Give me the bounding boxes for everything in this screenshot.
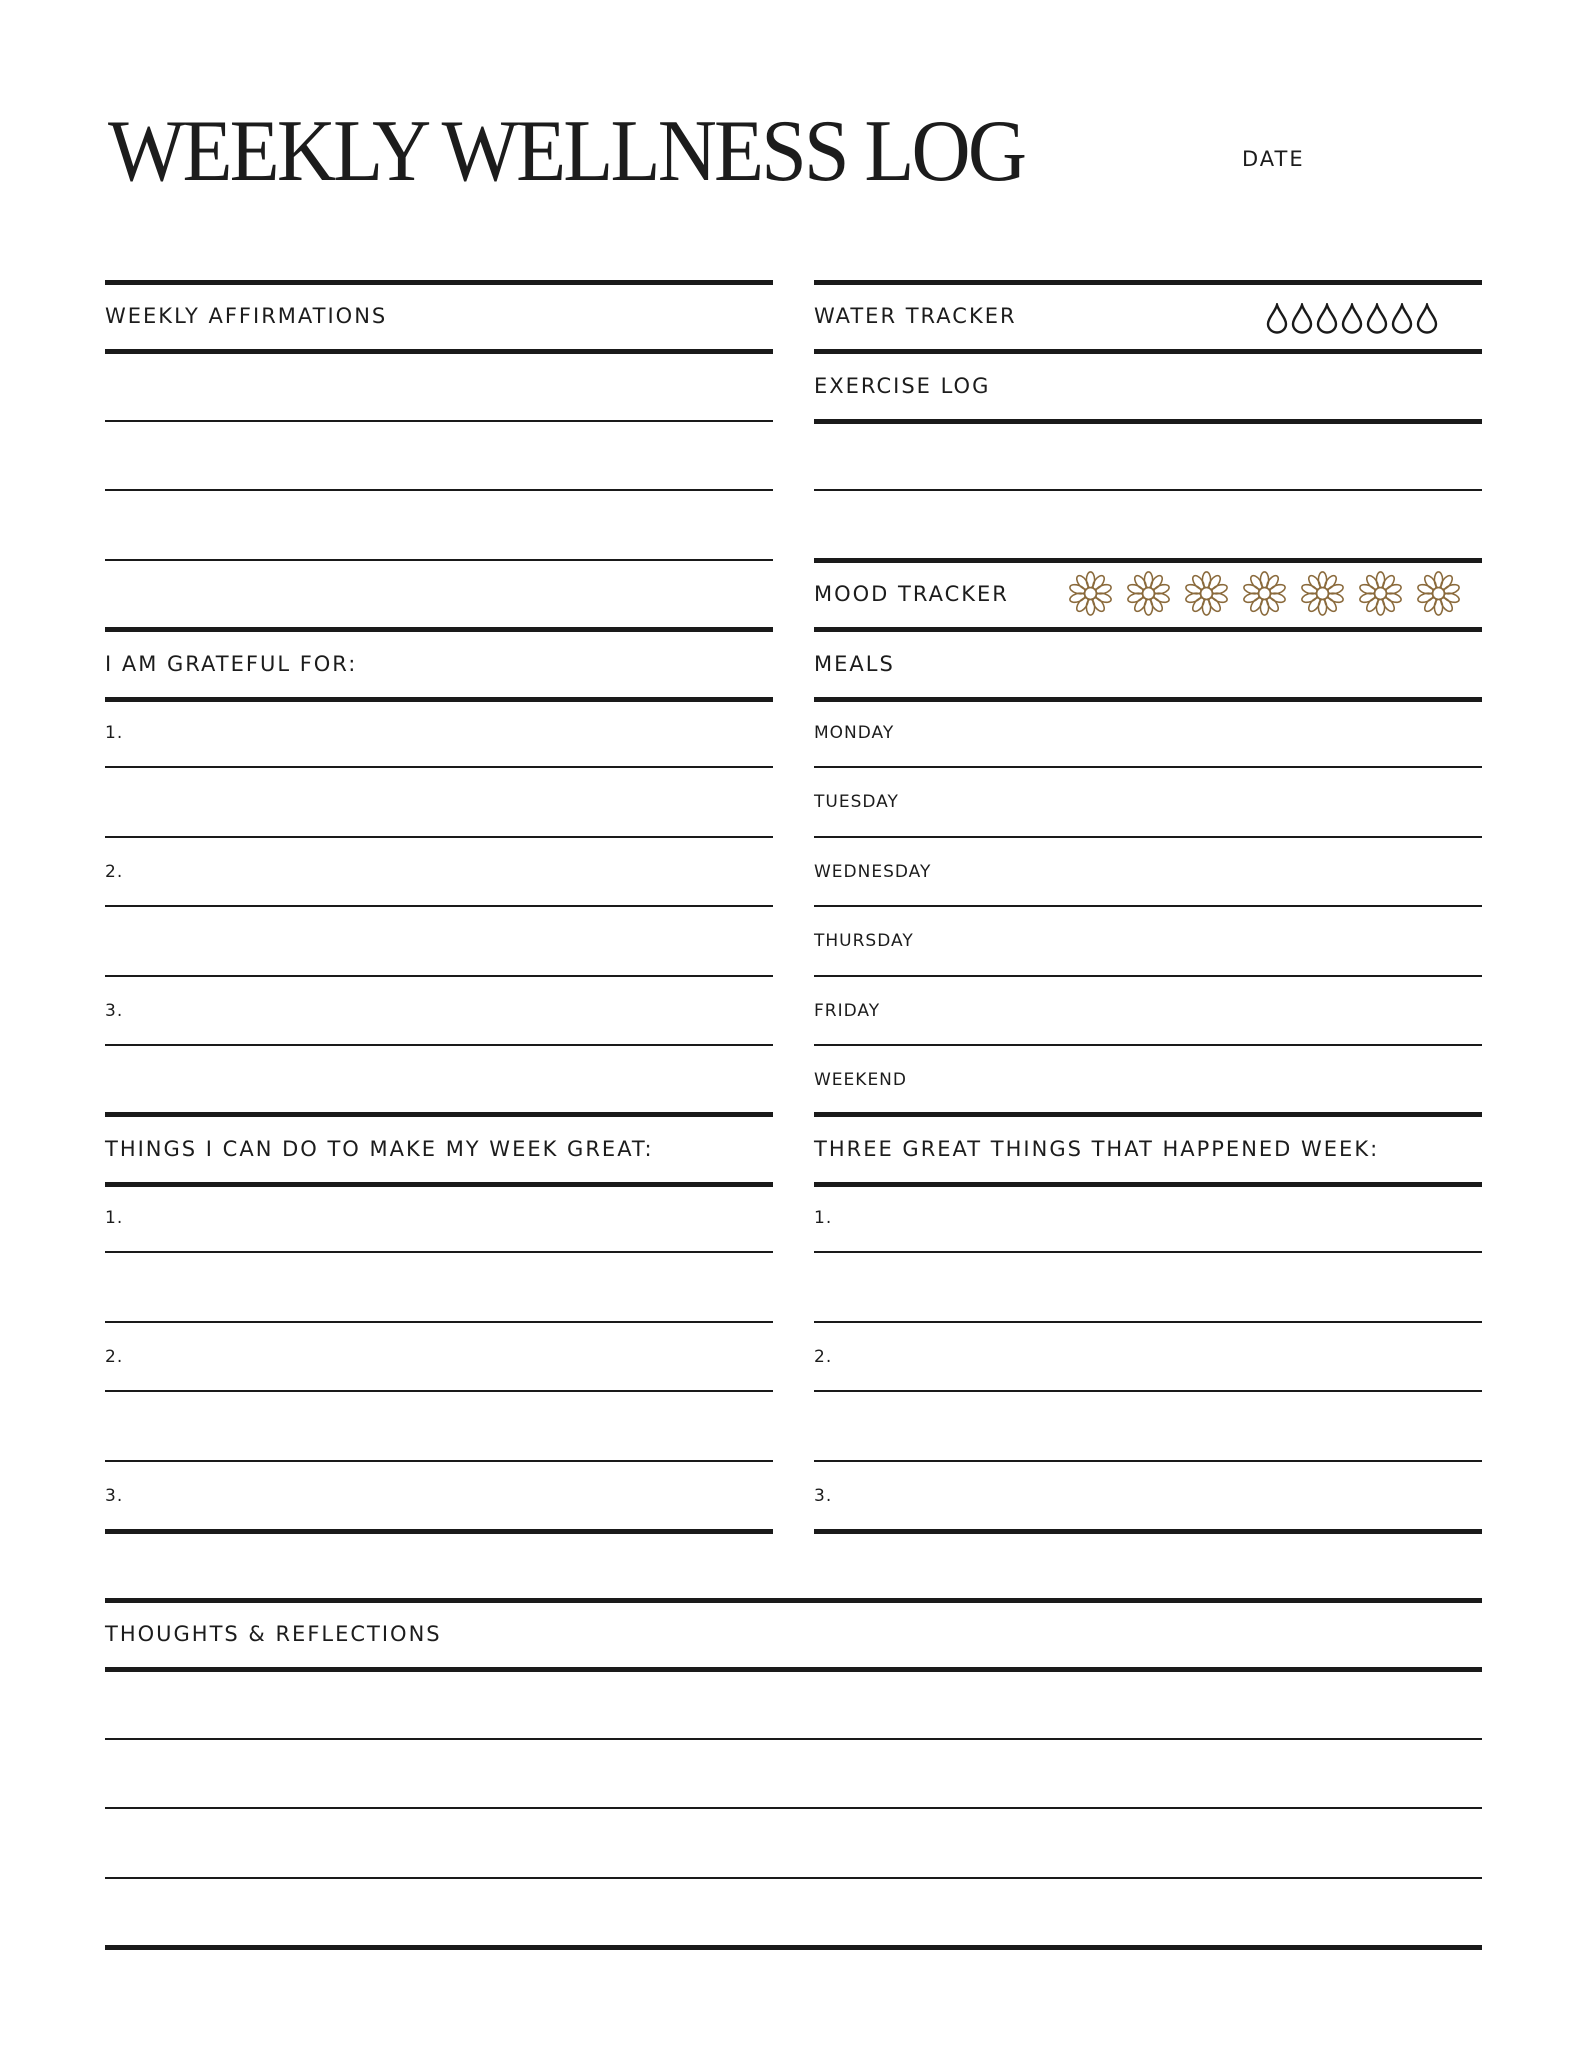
writing-line[interactable]	[814, 1251, 1482, 1253]
writing-line[interactable]	[105, 975, 773, 977]
daisy-flower-icon[interactable]	[1241, 570, 1288, 617]
rule	[814, 280, 1482, 285]
water-drop-icon[interactable]	[1391, 303, 1413, 334]
writing-line[interactable]	[105, 1877, 1482, 1879]
thoughts-section	[105, 1598, 1482, 1958]
writing-line[interactable]	[105, 766, 773, 768]
grateful-item-number: 3.	[105, 1001, 124, 1021]
rule	[814, 558, 1482, 563]
writing-line[interactable]	[105, 1460, 773, 1462]
meals-heading: MEALS	[814, 652, 895, 676]
rule	[814, 1182, 1482, 1187]
rule	[814, 1529, 1482, 1534]
great-thing-number: 1.	[814, 1208, 833, 1228]
water-drop-icon[interactable]	[1291, 303, 1313, 334]
water-drop-icon[interactable]	[1366, 303, 1388, 334]
rule	[105, 1529, 773, 1534]
three-great-things-heading: THREE GREAT THINGS THAT HAPPENED WEEK:	[814, 1137, 1380, 1161]
daisy-flower-icon[interactable]	[1415, 570, 1462, 617]
writing-line[interactable]	[105, 1390, 773, 1392]
things-item-number: 1.	[105, 1208, 124, 1228]
writing-line[interactable]	[814, 1044, 1482, 1046]
meal-day-thursday: THURSDAY	[814, 931, 914, 951]
writing-line[interactable]	[814, 766, 1482, 768]
writing-line[interactable]	[814, 836, 1482, 838]
great-thing-number: 3.	[814, 1486, 833, 1506]
rule	[814, 419, 1482, 424]
writing-line[interactable]	[105, 1738, 1482, 1740]
water-drop-icon[interactable]	[1341, 303, 1363, 334]
rule	[814, 697, 1482, 702]
rule	[105, 627, 773, 632]
meal-day-wednesday: WEDNESDAY	[814, 862, 932, 882]
water-drop-icon[interactable]	[1266, 303, 1288, 334]
writing-line[interactable]	[105, 1321, 773, 1323]
right-column	[814, 280, 1482, 1542]
mood-tracker-heading: MOOD TRACKER	[814, 582, 1009, 606]
rule	[105, 1598, 1482, 1603]
exercise-log-heading: EXERCISE LOG	[814, 374, 991, 398]
page-title: WEEKLY WELLNESS LOG	[108, 103, 1025, 200]
rule	[105, 1667, 1482, 1672]
writing-line[interactable]	[105, 559, 773, 561]
writing-line[interactable]	[105, 1044, 773, 1046]
daisy-flower-icon[interactable]	[1183, 570, 1230, 617]
rule	[814, 1112, 1482, 1117]
writing-line[interactable]	[105, 905, 773, 907]
grateful-item-number: 1.	[105, 723, 124, 743]
things-heading: THINGS I CAN DO TO MAKE MY WEEK GREAT:	[105, 1137, 654, 1161]
weekly-affirmations-heading: WEEKLY AFFIRMATIONS	[105, 304, 388, 328]
rule	[814, 349, 1482, 354]
daisy-flower-icon[interactable]	[1125, 570, 1172, 617]
things-item-number: 2.	[105, 1347, 124, 1367]
writing-line[interactable]	[814, 905, 1482, 907]
writing-line[interactable]	[814, 1390, 1482, 1392]
rule	[105, 280, 773, 285]
things-item-number: 3.	[105, 1486, 124, 1506]
rule	[105, 1182, 773, 1187]
writing-line[interactable]	[105, 1251, 773, 1253]
writing-line[interactable]	[814, 1460, 1482, 1462]
meal-day-tuesday: TUESDAY	[814, 792, 899, 812]
mood-tracker	[1067, 570, 1462, 617]
rule	[105, 1112, 773, 1117]
great-thing-number: 2.	[814, 1347, 833, 1367]
daisy-flower-icon[interactable]	[1299, 570, 1346, 617]
daisy-flower-icon[interactable]	[1357, 570, 1404, 617]
rule	[814, 627, 1482, 632]
daisy-flower-icon[interactable]	[1067, 570, 1114, 617]
writing-line[interactable]	[814, 975, 1482, 977]
writing-line[interactable]	[105, 1807, 1482, 1809]
rule	[105, 1945, 1482, 1950]
writing-line[interactable]	[814, 1321, 1482, 1323]
date-label: DATE	[1242, 147, 1305, 171]
grateful-item-number: 2.	[105, 862, 124, 882]
writing-line[interactable]	[105, 420, 773, 422]
meal-day-friday: FRIDAY	[814, 1001, 881, 1021]
writing-line[interactable]	[105, 489, 773, 491]
water-tracker	[1266, 303, 1438, 334]
water-drop-icon[interactable]	[1316, 303, 1338, 334]
rule	[105, 697, 773, 702]
writing-line[interactable]	[814, 489, 1482, 491]
left-column	[105, 280, 773, 1542]
rule	[105, 349, 773, 354]
grateful-heading: I AM GRATEFUL FOR:	[105, 652, 358, 676]
meal-day-monday: MONDAY	[814, 723, 895, 743]
water-drop-icon[interactable]	[1416, 303, 1438, 334]
thoughts-heading: THOUGHTS & REFLECTIONS	[105, 1622, 442, 1646]
meal-day-weekend: WEEKEND	[814, 1070, 907, 1090]
water-tracker-heading: WATER TRACKER	[814, 304, 1017, 328]
writing-line[interactable]	[105, 836, 773, 838]
